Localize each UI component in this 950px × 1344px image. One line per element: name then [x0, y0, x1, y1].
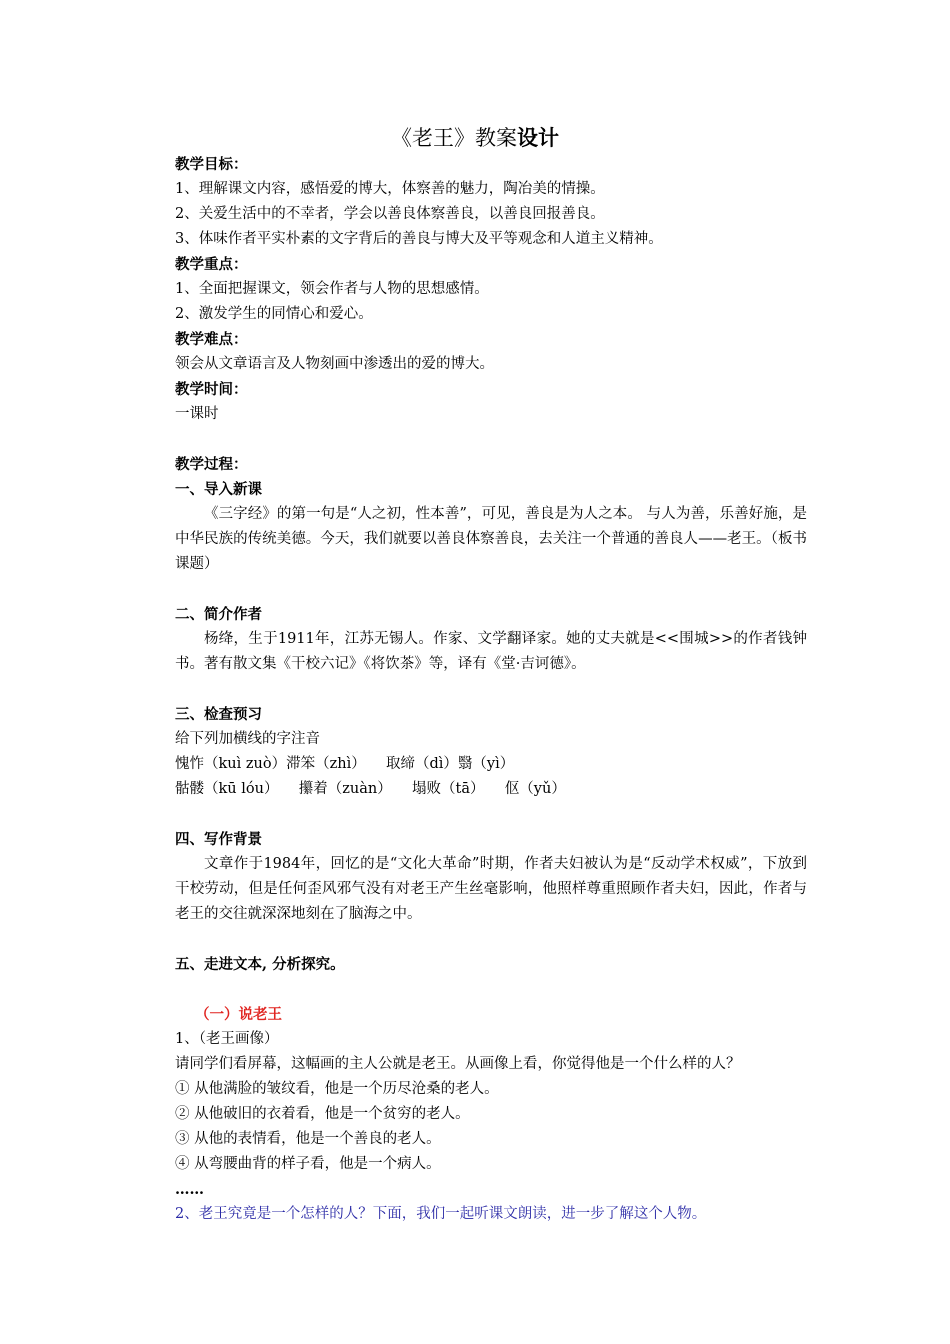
pinyin-item: 取缔（dì） — [386, 756, 458, 772]
difficulty-heading: 教学难点： — [175, 331, 248, 348]
answer-item: ④ 从弯腰曲背的样子看，他是一个病人。 — [175, 1156, 441, 1172]
pinyin-row-2 — [175, 777, 807, 802]
subsection-heading-laowang: （一）说老王 — [195, 1006, 282, 1023]
objective-item: 2、关爱生活中的不幸者，学会以善良体察善良，以善良回报善良。 — [175, 206, 605, 222]
spacer — [175, 427, 807, 452]
time-text: 一课时 — [175, 406, 219, 422]
section-heading-analysis: 五、走进文本, 分析探究。 — [175, 956, 345, 973]
section-heading-author: 二、简介作者 — [175, 606, 262, 623]
answer-item: ② 从他破旧的衣着看，他是一个贫穷的老人。 — [175, 1106, 470, 1122]
time-heading: 教学时间： — [175, 381, 248, 398]
pinyin-item: 伛（yǔ） — [504, 781, 566, 797]
objective-item: 3、体味作者平实朴素的文字背后的善良与博大及平等观念和人道主义精神。 — [175, 231, 663, 247]
pinyin-item: 塌败（tā） — [412, 781, 485, 797]
spacer — [175, 977, 807, 1002]
pinyin-item: 攥着（zuàn） — [298, 781, 392, 797]
objective-item: 1、理解课文内容，感悟爱的博大，体察善的魅力，陶冶美的情操。 — [175, 181, 605, 197]
key-point-item: 2、激发学生的同情心和爱心。 — [175, 306, 373, 322]
pinyin-item: 翳（yì） — [457, 756, 515, 772]
background-paragraph: 文章作于1984年，回忆的是“文化大革命”时期，作者夫妇被认为是“反动学术权威”，下放到干校劳动，但是任何歪风邪气没有对老王产生丝毫影响，他照样尊重照顾作者夫妇，因此，作者与老王的交往就深深地刻在了脑海之中。 — [175, 856, 807, 922]
subsection-item: 1、（老王画像） — [175, 1031, 279, 1047]
objectives-heading: 教学目标： — [175, 156, 248, 173]
process-heading: 教学过程： — [175, 456, 248, 473]
section-heading-background: 四、写作背景 — [175, 831, 262, 848]
spacer — [175, 577, 807, 602]
ellipsis: …… — [175, 1181, 204, 1198]
key-point-item: 1、全面把握课文，领会作者与人物的思想感情。 — [175, 281, 489, 297]
key-points-heading: 教学重点： — [175, 256, 248, 273]
spacer — [175, 677, 807, 702]
preview-intro: 给下列加横线的字注音 — [175, 731, 320, 747]
spacer — [175, 802, 807, 827]
title-prefix: 《老王》教案 — [391, 126, 517, 150]
answer-item: ③ 从他的表情看，他是一个善良的老人。 — [175, 1131, 441, 1147]
pinyin-row-1 — [175, 752, 807, 777]
document-title — [0, 124, 950, 152]
pinyin-item: 骷髅（kū lóu） — [175, 781, 279, 797]
intro-paragraph: 《三字经》的第一句是“人之初，性本善”，可见，善良是为人之本。 与人为善，乐善好施，是中华民族的传统美德。今天，我们就要以善良体察善良，去关注一个普通的善良人——老王。（板书课题） — [175, 506, 807, 572]
answer-item: ① 从他满脸的皱纹看，他是一个历尽沧桑的老人。 — [175, 1081, 499, 1097]
document-body — [175, 152, 807, 1227]
subsection-question: 请同学们看屏幕，这幅画的主人公就是老王。从画像上看，你觉得他是一个什么样的人？ — [175, 1056, 741, 1072]
section-heading-intro: 一、导入新课 — [175, 481, 262, 498]
spacer — [175, 927, 807, 952]
section-heading-preview: 三、检查预习 — [175, 706, 262, 723]
pinyin-item: 愧怍（kuì zuò） — [175, 756, 287, 772]
title-bold: 设计 — [517, 125, 559, 150]
pinyin-item: 滞笨（zhì） — [286, 756, 366, 772]
difficulty-text: 领会从文章语言及人物刻画中渗透出的爱的博大。 — [175, 356, 494, 372]
author-paragraph: 杨绛，生于1911年，江苏无锡人。作家、文学翻译家。她的丈夫就是<<围城>>的作者钱钟书。著有散文集《干校六记》《将饮茶》等，译有《堂·吉诃德》。 — [175, 631, 807, 672]
subsection-item-highlight: 2、老王究竟是一个怎样的人？下面，我们一起听课文朗读，进一步了解这个人物。 — [175, 1206, 707, 1222]
